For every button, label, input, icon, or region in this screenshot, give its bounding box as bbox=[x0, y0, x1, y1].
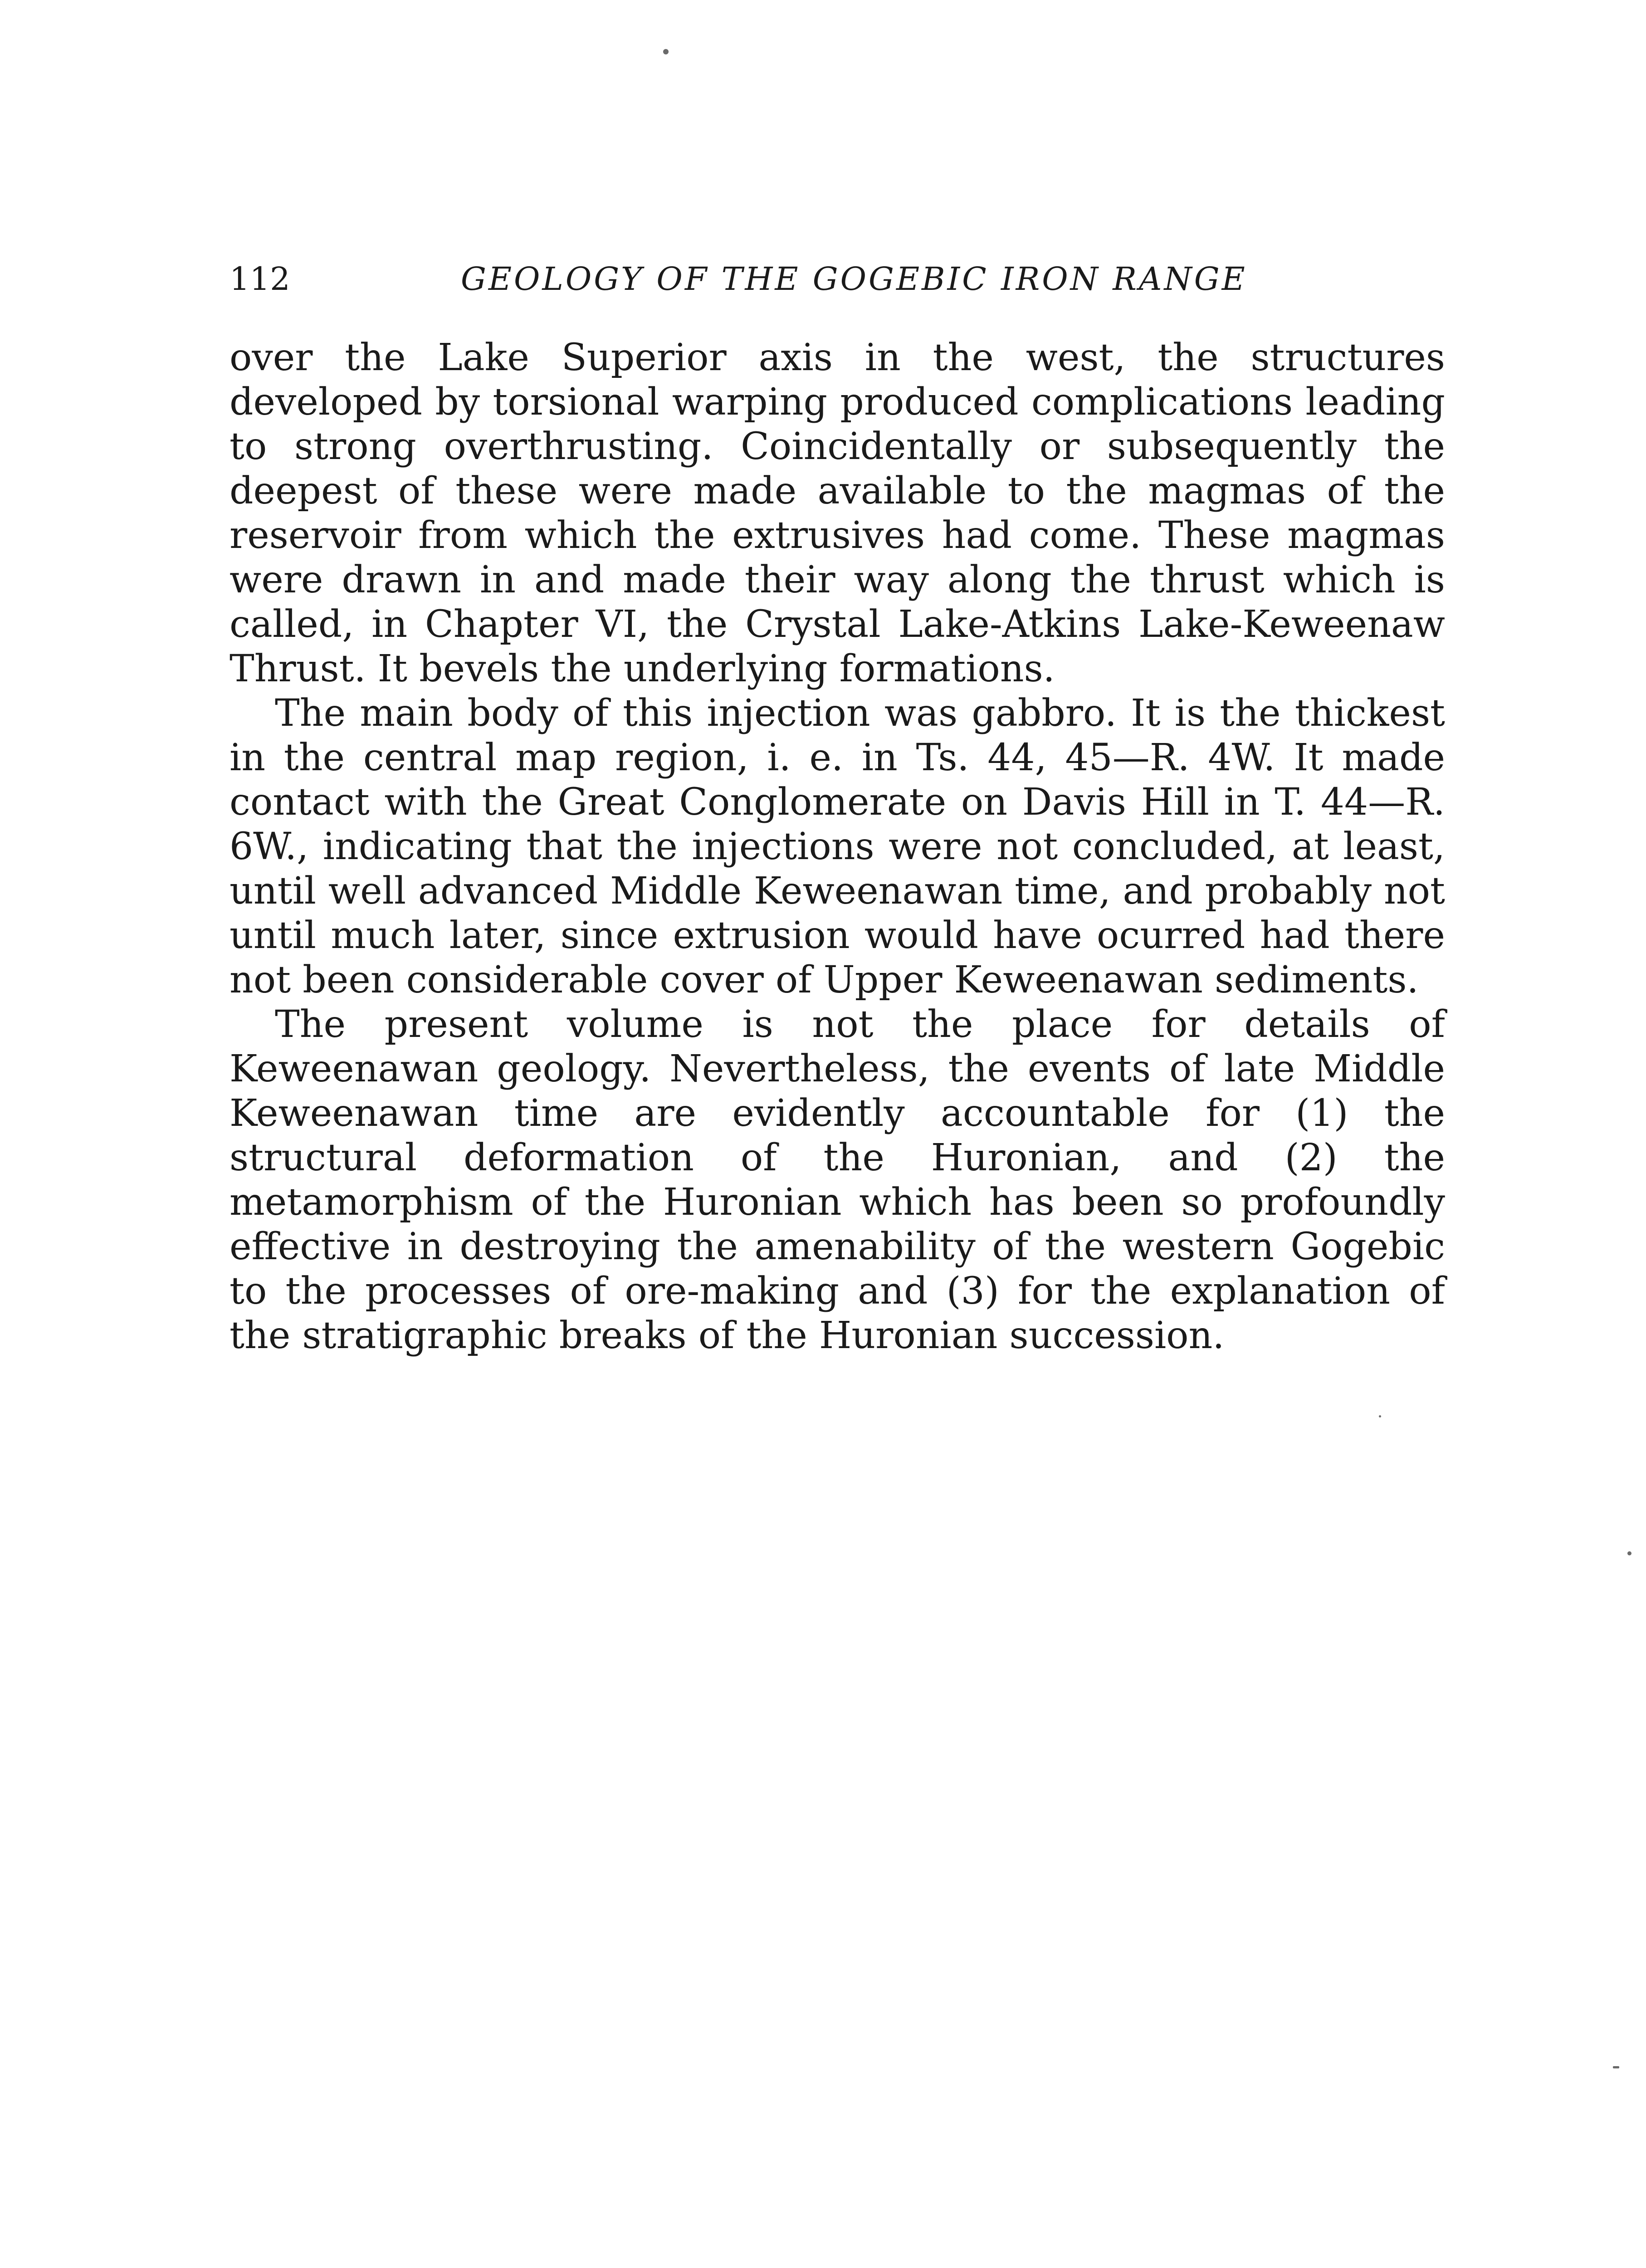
paragraph-keweenawan-events: The present volume is not the place for details of Keweenawan geology. Nevertheless, the events of late Middle Keweenawan time are evidently accountable for (1) the structural deformation of the Huronian, and (2) the metamorphism of the Huronian which has been so profoundly effective in destroying the amenability of the western Gogebic to the processes of ore-making and (3) for the explanation of the stratigraphic breaks of the Huronian succession. bbox=[230, 1003, 1445, 1357]
print-speck bbox=[1627, 1551, 1631, 1555]
running-head bbox=[230, 256, 1445, 302]
body-text bbox=[230, 336, 1445, 1358]
page-number: 112 bbox=[230, 260, 290, 298]
paragraph-continued: over the Lake Superior axis in the west, the structures developed by torsional warping produced complications leading to strong overthrusting. Coincidentally or subsequently the deepest of these were made available to the magmas of the reservoir from which the extrusives had come. These magmas were drawn in and made their way along the thrust which is called, in Chapter VI, the Crystal Lake-Atkins Lake-Keweenaw Thrust. It bevels the underlying formations. bbox=[230, 336, 1445, 690]
print-speck bbox=[1379, 1415, 1381, 1418]
running-title: GEOLOGY OF THE GOGEBIC IRON RANGE bbox=[461, 260, 1247, 298]
print-speck bbox=[1613, 2066, 1619, 2068]
print-speck bbox=[663, 49, 669, 54]
paragraph-gabbro-injection: The main body of this injection was gabbro. It is the thickest in the central map region, i. e. in Ts. 44, 45—R. 4W. It made contact with the Great Conglomerate on Davis Hill in T. 44—R. 6W., indicating that the injections were not concluded, at least, until well advanced Middle Keweenawan time, and probably not until much later, since extrusion would have ocurred had there not been considerable cover of Upper Keweenawan sediments. bbox=[230, 692, 1445, 1002]
